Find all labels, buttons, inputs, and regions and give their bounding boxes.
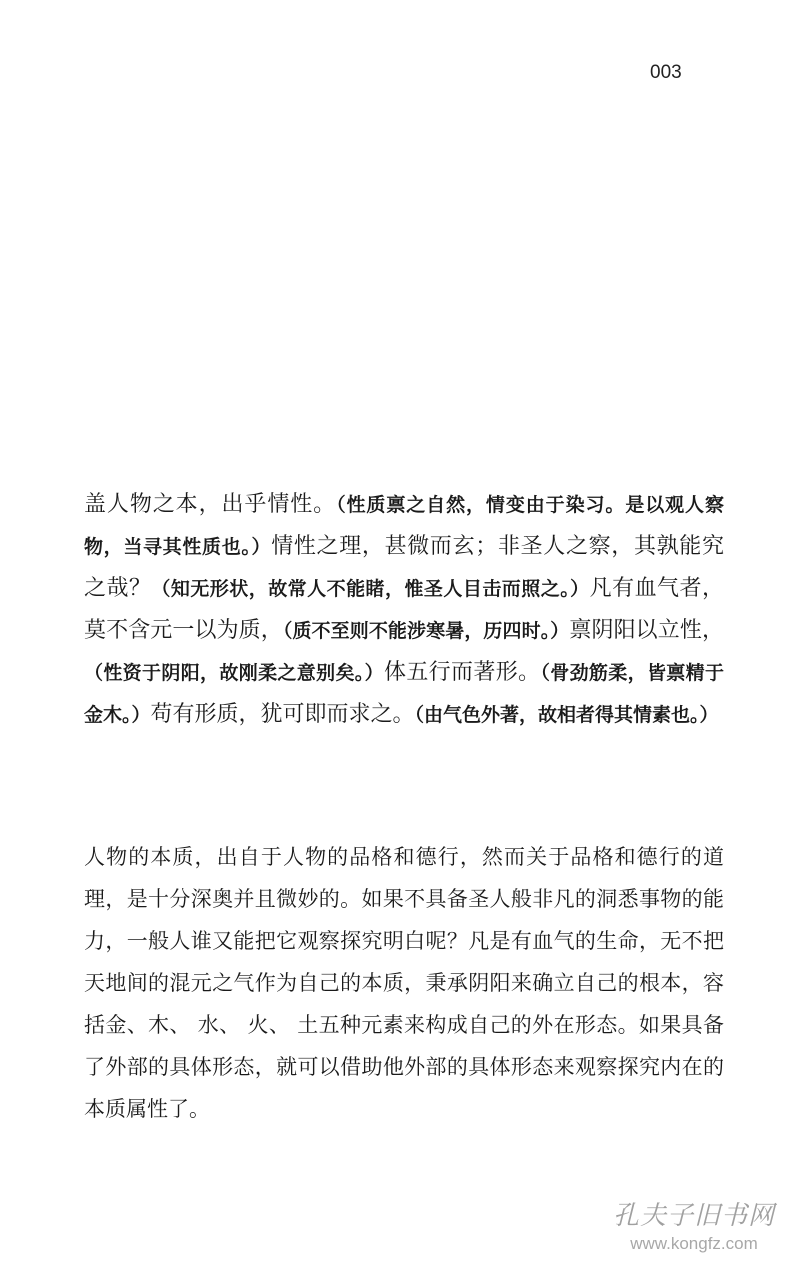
annotation-note: （质不至则不能涉寒暑，历四时。） <box>282 620 570 642</box>
annotation-note: （知无形状，故常人不能睹，惟圣人目击而照之。） <box>151 578 590 600</box>
classical-passage <box>84 484 724 736</box>
classical-text: 凡有血气者，莫不含元一以为质， <box>84 576 724 643</box>
annotation-note: （由气色外著，故相者得其情素也。） <box>414 704 719 726</box>
watermark-logo: 孔夫子旧书网 <box>612 1201 775 1231</box>
classical-text: 情性之理，甚微而玄；非圣人之察，其孰能究之哉？ <box>84 534 724 601</box>
annotation-note: （骨劲筋柔，皆禀精于金木。） <box>84 662 724 726</box>
translation-paragraph: 人物的本质，出自于人物的品格和德行，然而关于品格和德行的道理，是十分深奥并且微妙的。如果不具备圣人般非凡的洞悉事物的能力，一般人谁又能把它观察探究明白呢？凡是有血气的生命，无不把天地间的混元之气作为自己的本质，秉承阴阳来确立自己的根本，容括金、木、 水、 火、 土五种元素来构成自己的外在形态。如果具备了外部的具体形态，就可以借助他外部的具体形态来观察探究内在的本质属性了。 <box>84 845 724 1121</box>
classical-text: 禀阴阳以立性， <box>569 618 724 643</box>
classical-text: 盖人物之本，出乎情性。 <box>84 492 337 517</box>
annotation-note: （性质禀之自然，情变由于染习。是以观人察物，当寻其性质也。） <box>84 494 724 558</box>
page-number: 003 <box>650 62 682 83</box>
watermark <box>604 1195 784 1254</box>
watermark-url: www.kongfz.com <box>630 1234 758 1253</box>
classical-text: 苟有形质，犹可即而求之。 <box>150 702 415 727</box>
annotation-note: （性资于阴阳，故刚柔之意别矣。） <box>84 662 384 684</box>
classical-text: 体五行而著形。 <box>383 660 541 685</box>
